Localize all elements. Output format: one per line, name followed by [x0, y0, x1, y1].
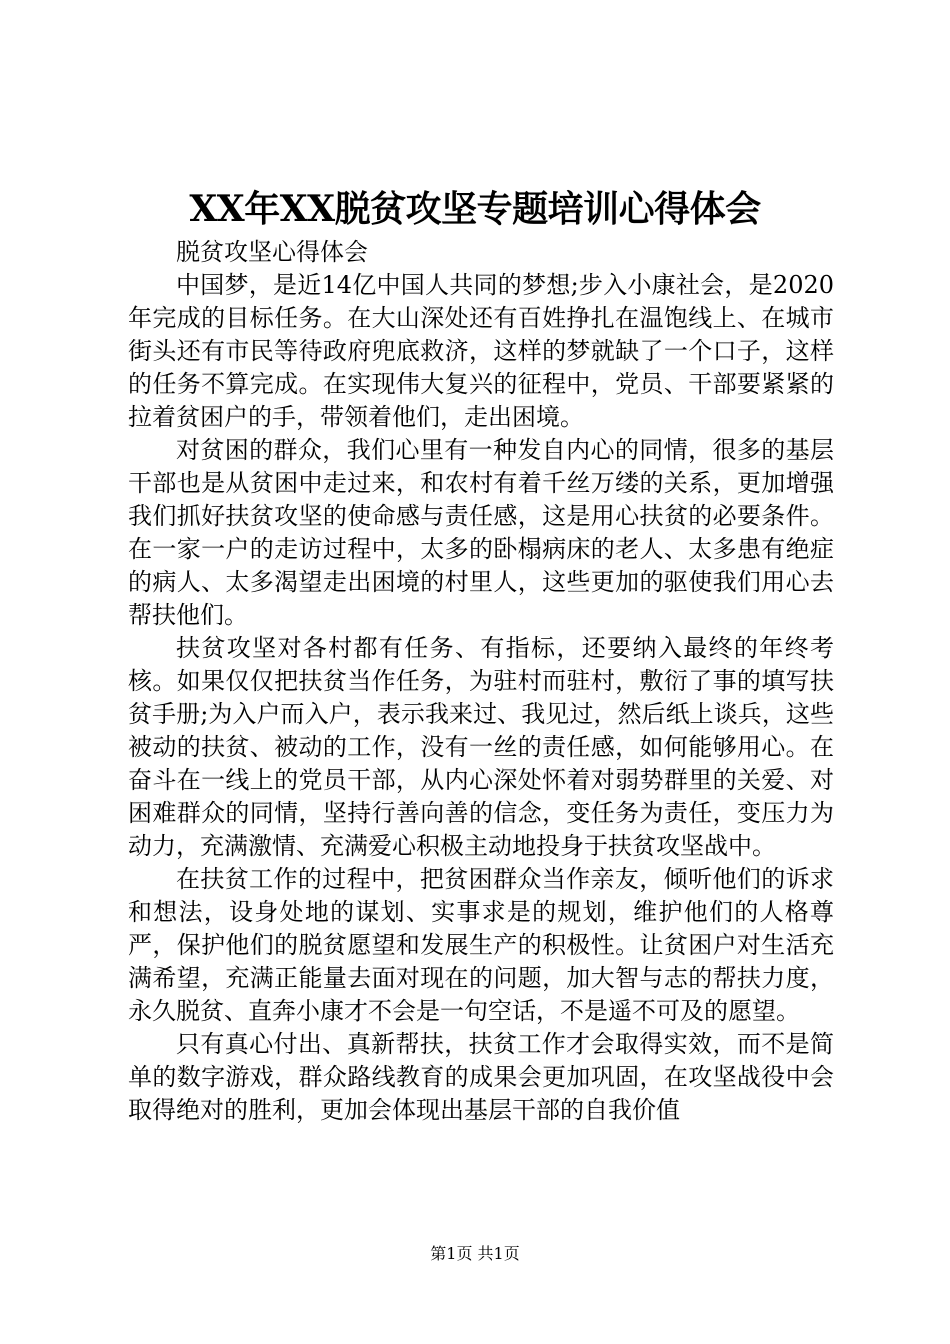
document-title: XX年XX脱贫攻坚专题培训心得体会 [189, 188, 761, 230]
document-body [128, 236, 834, 1127]
paragraph: 在扶贫工作的过程中，把贫困群众当作亲友，倾听他们的诉求和想法，设身处地的谋划、实事求是的规划，维护他们的人格尊严，保护他们的脱贫愿望和发展生产的积极性。让贫困户对生活充满希望，充满正能量去面对现在的问题，加大智与志的帮扶力度，永久脱贫、直奔小康才不会是一句空话，不是遥不可及的愿望。 [128, 865, 834, 1025]
paragraph: 扶贫攻坚对各村都有任务、有指标，还要纳入最终的年终考核。如果仅仅把扶贫当作任务，为驻村而驻村，敷衍了事的填写扶贫手册;为入户而入户，表示我来过、我见过，然后纸上谈兵，这些被动的扶贫、被动的工作，没有一丝的责任感，如何能够用心。在奋斗在一线上的党员干部，从内心深处怀着对弱势群里的关爱、对困难群众的同情，坚持行善向善的信念，变任务为责任，变压力为动力，充满激情、充满爱心积极主动地投身于扶贫攻坚战中。 [128, 634, 834, 860]
paragraph: 中国梦，是近14亿中国人共同的梦想;步入小康社会，是2020年完成的目标任务。在大山深处还有百姓挣扎在温饱线上、在城市街头还有市民等待政府兜底救济，这样的梦就缺了一个口子，这样的任务不算完成。在实现伟大复兴的征程中，党员、干部要紧紧的拉着贫困户的手，带领着他们，走出困境。 [128, 271, 834, 431]
paragraph-subtitle: 脱贫攻坚心得体会 [176, 238, 368, 266]
paragraph: 对贫困的群众，我们心里有一种发自内心的同情，很多的基层干部也是从贫困中走过来，和农村有着千丝万缕的关系，更加增强我们抓好扶贫攻坚的使命感与责任感，这是用心扶贫的必要条件。在一家一户的走访过程中，太多的卧榻病床的老人、太多患有绝症的病人、太多渴望走出困境的村里人，这些更加的驱使我们用心去帮扶他们。 [128, 436, 834, 629]
page-number-footer: 第1页 共1页 [430, 1244, 520, 1263]
paragraph: 只有真心付出、真新帮扶，扶贫工作才会取得实效，而不是简单的数字游戏，群众路线教育的成果会更加巩固，在攻坚战役中会取得绝对的胜利，更加会体现出基层干部的自我价值 [128, 1030, 834, 1124]
